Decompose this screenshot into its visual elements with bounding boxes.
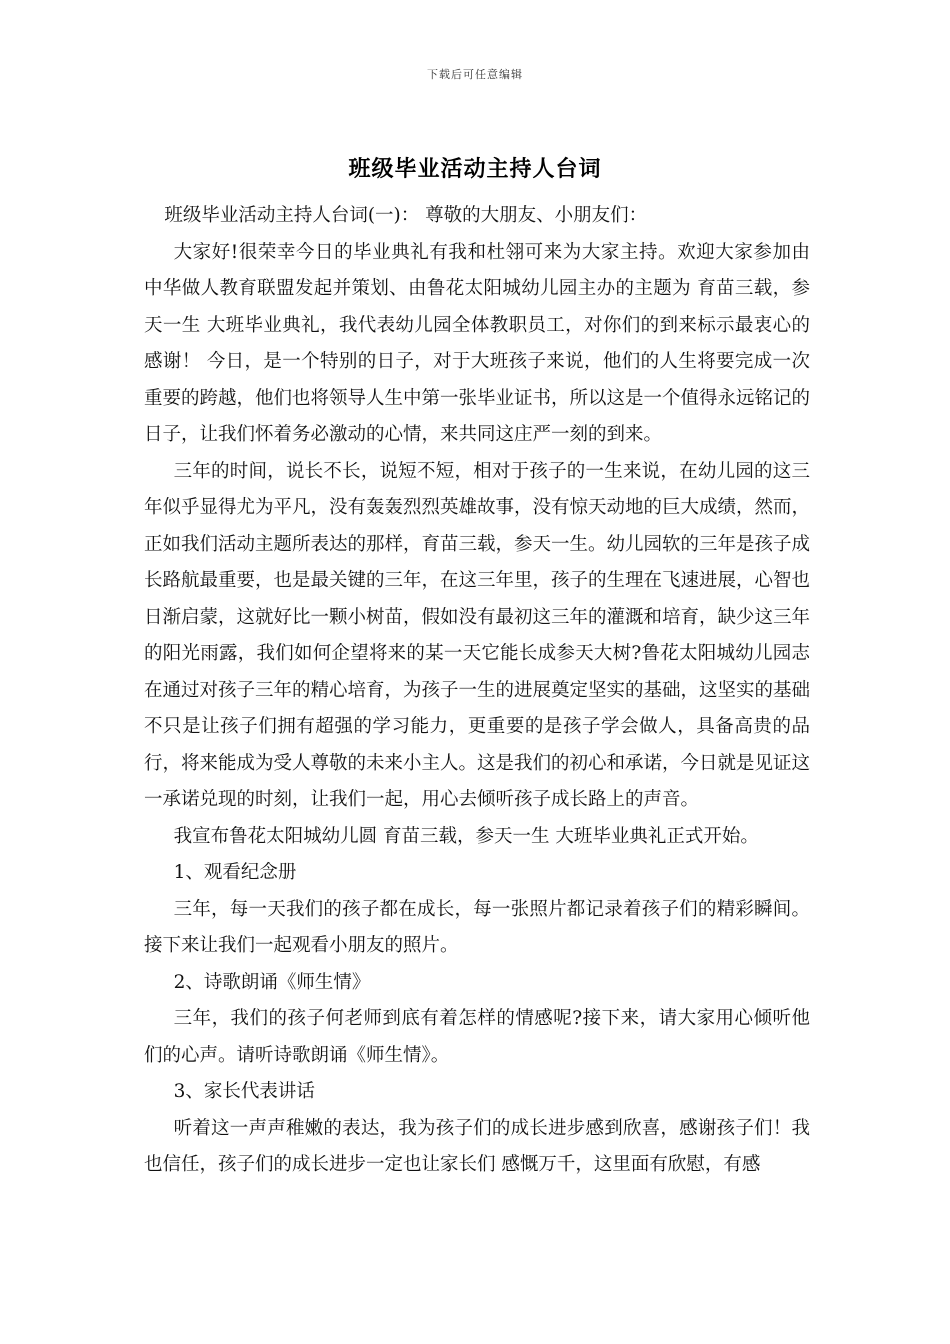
body-paragraph: 听着这一声声稚嫩的表达，我为孩子们的成长进步感到欣喜，感谢孩子们！我也信任，孩子们的成长进步一定也让家长们 感慨万千，这里面有欣慰，有感 (144, 1117, 810, 1175)
body-paragraph: 大家好!很荣幸今日的毕业典礼有我和杜翎可来为大家主持。欢迎大家参加由中华做人教育联盟发起并策划、由鲁花太阳城幼儿园主办的主题为 育苗三载，参天一生 大班毕业典礼，我代表幼儿园全体教职员工，对你们的到来标示最衷心的感谢！ 今日，是一个特别的日子，对于大班孩子来说，他们的人生将要完成一次重要的跨越，他们也将领导人生中第一张毕业证书，所以这是一个值得永远铭记的日子，让我们怀着务必激动的心情，来共同这庄严一刻的到来。 (144, 241, 811, 445)
body-paragraph: 我宣布鲁花太阳城幼儿圆 育苗三载，参天一生 大班毕业典礼正式开始。 (173, 825, 759, 847)
body-paragraph: 三年的时间，说长不长，说短不短，相对于孩子的一生来说，在幼儿园的这三年似乎显得尤为平凡，没有轰轰烈烈英雄故事，没有惊天动地的巨大成绩，然而，正如我们活动主题所表达的那样，育苗三载，参天一生。幼儿园软的三年是孩子成长路航最重要，也是最关键的三年，在这三年里，孩子的生理在飞速进展，心智也日渐启蒙，这就好比一颗小树苗，假如没有最初这三年的灌溉和培育，缺少这三年的阳光雨露，我们如何企望将来的某一天它能长成参天大树?鲁花太阳城幼儿园志在通过对孩子三年的精心培育，为孩子一生的进展奠定坚实的基础，这坚实的基础不只是让孩子们拥有超强的学习能力，更重要的是孩子学会做人，具备高贵的品行，将来能成为受人尊敬的未来小主人。这是我们的初心和承诺，今日就是见证这一承诺兑现的时刻，让我们一起，用心去倾听孩子成长路上的声音。 (144, 460, 811, 810)
section-heading: 3、家长代表讲话 (173, 1081, 315, 1102)
page-header-note: 下载后可任意编辑 (427, 68, 523, 81)
body-paragraph: 三年，每一天我们的孩子都在成长，每一张照片都记录着孩子们的精彩瞬间。接下来让我们一起观看小朋友的照片。 (144, 898, 810, 956)
document-title: 班级毕业活动主持人台词 (348, 157, 602, 182)
body-paragraph: 三年，我们的孩子何老师到底有着怎样的情感呢?接下来，请大家用心倾听他们的心声。请听诗歌朗诵《师生情》。 (144, 1008, 810, 1066)
section-heading: 1、观看纪念册 (173, 862, 297, 883)
document-body (144, 198, 810, 1184)
intro-paragraph: 班级毕业活动主持人台词(一)： 尊敬的大朋友、小朋友们： (164, 205, 648, 226)
section-heading: 2、诗歌朗诵《师生情》 (173, 971, 371, 993)
